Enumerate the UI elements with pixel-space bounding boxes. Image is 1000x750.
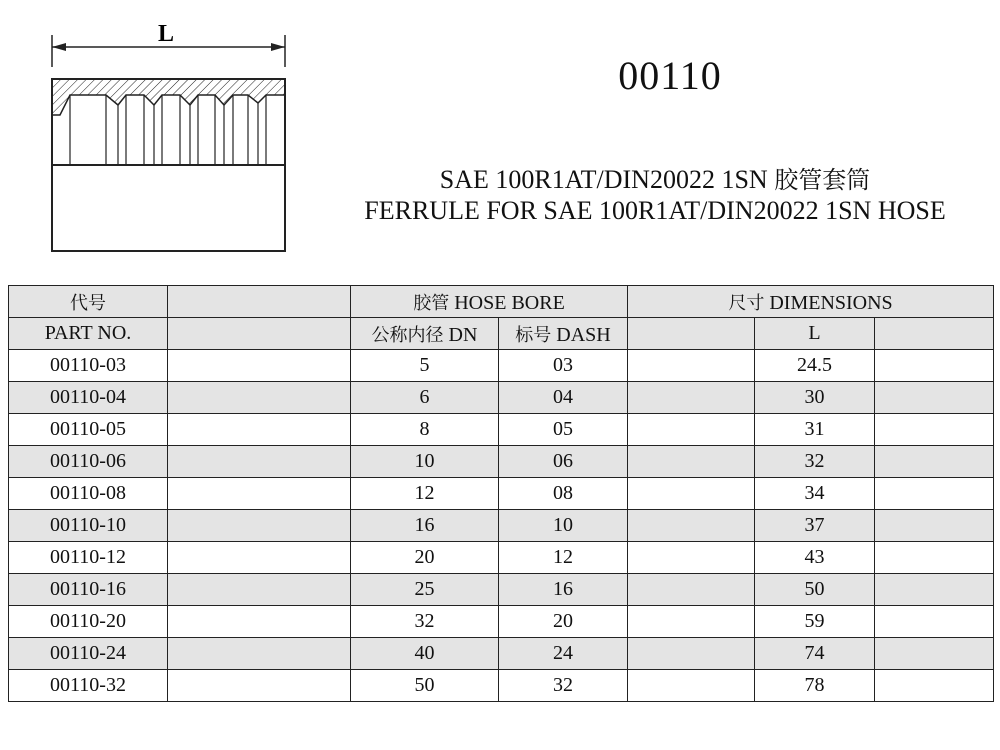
blank-cell	[168, 574, 351, 606]
dash-cell: 20	[499, 606, 628, 638]
dash-cell: 03	[499, 350, 628, 382]
part-no-cell: 00110-04	[9, 382, 168, 414]
l-cell: 30	[755, 382, 875, 414]
dn-cell: 16	[351, 510, 499, 542]
l-cell: 32	[755, 446, 875, 478]
dash-cell: 04	[499, 382, 628, 414]
blank-cell	[875, 670, 994, 702]
ferrule-drawing	[40, 15, 300, 260]
part-no-cell: 00110-06	[9, 446, 168, 478]
table-body	[9, 350, 994, 702]
blank-cell	[875, 478, 994, 510]
part-no-cell: 00110-05	[9, 414, 168, 446]
product-title-en: FERRULE FOR SAE 100R1AT/DIN20022 1SN HOSE	[364, 196, 946, 225]
table-row	[9, 382, 994, 414]
table-row	[9, 414, 994, 446]
table-row	[9, 638, 994, 670]
blank-cell	[628, 382, 755, 414]
product-title-latin: SAE 100R1AT/DIN20022 1SN	[439, 165, 768, 194]
dn-cell: 10	[351, 446, 499, 478]
blank-cell	[628, 414, 755, 446]
l-cell: 74	[755, 638, 875, 670]
table-header-row-1	[9, 286, 994, 318]
part-no-cell: 00110-16	[9, 574, 168, 606]
blank-cell	[168, 542, 351, 574]
blank-cell	[168, 510, 351, 542]
blank-cell	[875, 350, 994, 382]
dash-cell: 08	[499, 478, 628, 510]
table-row	[9, 670, 994, 702]
l-cell: 50	[755, 574, 875, 606]
blank-header-cell	[168, 318, 351, 350]
part-no-cell: 00110-20	[9, 606, 168, 638]
blank-cell	[628, 574, 755, 606]
part-no-header-cn: 代号	[9, 286, 168, 318]
dn-cell: 25	[351, 574, 499, 606]
dn-header: 公称内径 DN	[351, 318, 499, 350]
blank-cell	[628, 350, 755, 382]
blank-cell	[628, 670, 755, 702]
l-cell: 59	[755, 606, 875, 638]
blank-cell	[875, 446, 994, 478]
dash-cell: 10	[499, 510, 628, 542]
part-no-cell: 00110-08	[9, 478, 168, 510]
blank-header-cell	[628, 318, 755, 350]
blank-header-cell	[168, 286, 351, 318]
blank-cell	[628, 446, 755, 478]
dn-cell: 6	[351, 382, 499, 414]
dn-cell: 50	[351, 670, 499, 702]
blank-cell	[875, 638, 994, 670]
l-cell: 78	[755, 670, 875, 702]
dash-cell: 16	[499, 574, 628, 606]
l-cell: 31	[755, 414, 875, 446]
dash-cell: 32	[499, 670, 628, 702]
blank-header-cell	[875, 318, 994, 350]
part-no-cell: 00110-32	[9, 670, 168, 702]
dn-cell: 40	[351, 638, 499, 670]
table-row	[9, 478, 994, 510]
dash-cell: 05	[499, 414, 628, 446]
part-code-title: 00110	[618, 53, 722, 98]
table-header-row-2	[9, 318, 994, 350]
dn-cell: 32	[351, 606, 499, 638]
hose-bore-header: 胶管 HOSE BORE	[351, 286, 628, 318]
blank-cell	[875, 542, 994, 574]
blank-cell	[628, 606, 755, 638]
blank-cell	[875, 382, 994, 414]
l-cell: 37	[755, 510, 875, 542]
blank-cell	[168, 478, 351, 510]
dimensions-header: 尺寸 DIMENSIONS	[628, 286, 994, 318]
dash-cell: 12	[499, 542, 628, 574]
blank-cell	[168, 446, 351, 478]
l-cell: 43	[755, 542, 875, 574]
blank-cell	[168, 350, 351, 382]
part-no-cell: 00110-03	[9, 350, 168, 382]
blank-cell	[875, 414, 994, 446]
l-cell: 34	[755, 478, 875, 510]
dash-header: 标号 DASH	[499, 318, 628, 350]
blank-cell	[168, 670, 351, 702]
blank-cell	[875, 606, 994, 638]
blank-cell	[168, 638, 351, 670]
blank-cell	[628, 542, 755, 574]
l-cell: 24.5	[755, 350, 875, 382]
part-no-cell: 00110-10	[9, 510, 168, 542]
table-row	[9, 446, 994, 478]
blank-cell	[628, 510, 755, 542]
dn-cell: 20	[351, 542, 499, 574]
part-no-cell: 00110-12	[9, 542, 168, 574]
dash-cell: 24	[499, 638, 628, 670]
dash-cell: 06	[499, 446, 628, 478]
table-row	[9, 606, 994, 638]
blank-cell	[168, 606, 351, 638]
blank-cell	[875, 574, 994, 606]
blank-cell	[168, 414, 351, 446]
blank-cell	[628, 638, 755, 670]
dn-cell: 12	[351, 478, 499, 510]
table-row	[9, 350, 994, 382]
table-row	[9, 574, 994, 606]
dn-cell: 8	[351, 414, 499, 446]
blank-cell	[628, 478, 755, 510]
product-title-chinese: 胶管套筒	[774, 166, 871, 194]
product-title-cn	[310, 160, 1000, 195]
blank-cell	[875, 510, 994, 542]
part-no-header-en: PART NO.	[9, 318, 168, 350]
blank-cell	[168, 382, 351, 414]
l-header: L	[755, 318, 875, 350]
part-no-cell: 00110-24	[9, 638, 168, 670]
table-row	[9, 510, 994, 542]
dn-cell: 5	[351, 350, 499, 382]
dimension-label: L	[157, 21, 175, 47]
table-row	[9, 542, 994, 574]
spec-table	[8, 285, 994, 702]
